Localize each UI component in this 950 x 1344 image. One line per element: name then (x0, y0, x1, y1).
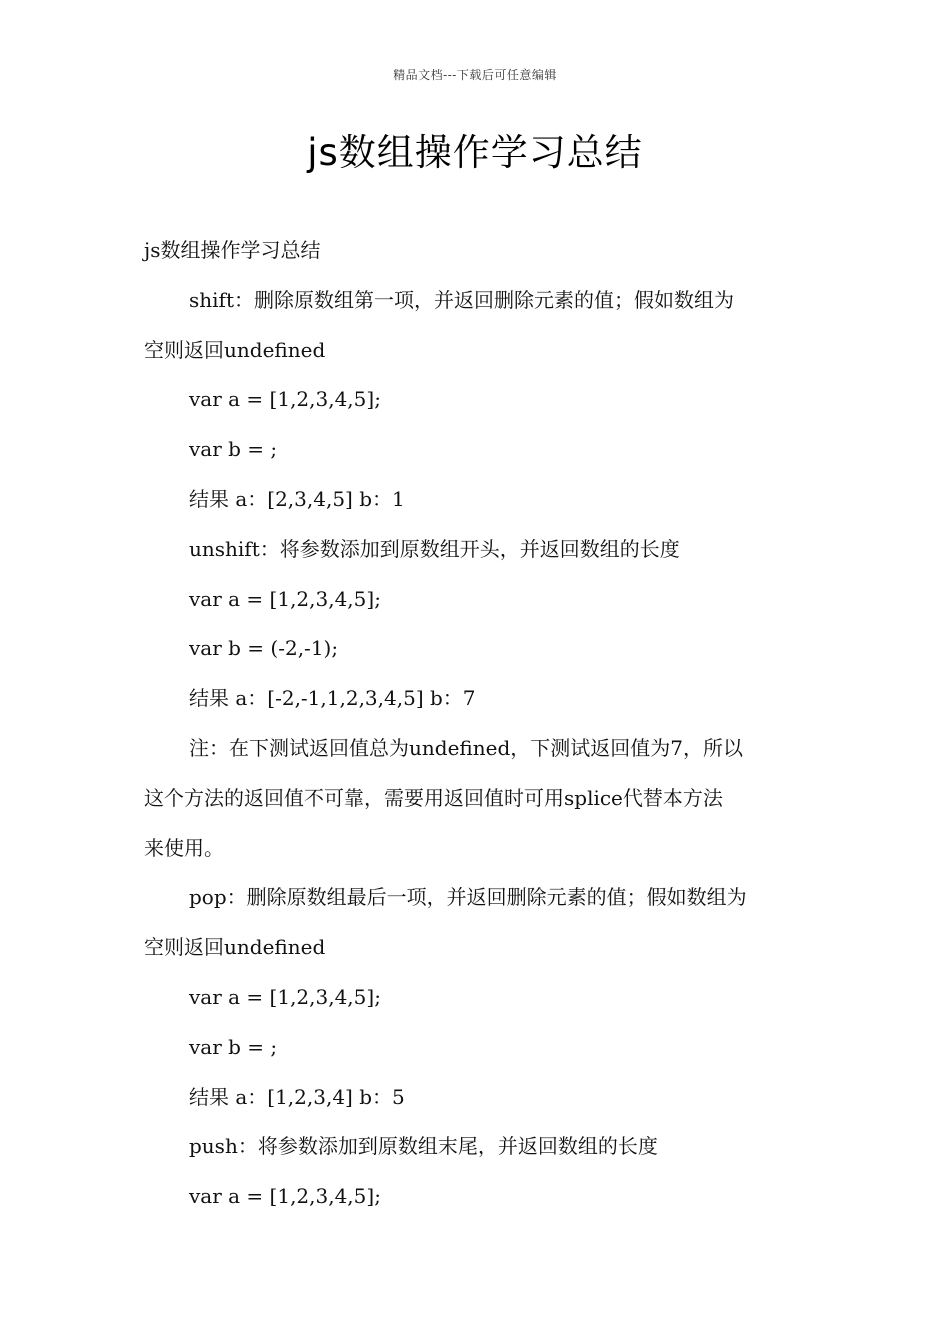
text-line: push：将参数添加到原数组末尾，并返回数组的长度 (189, 1134, 658, 1159)
text-line: 这个方法的返回值不可靠，需要用返回值时可用splice代替本方法 (144, 785, 723, 810)
text-line: js数组操作学习总结 (144, 238, 321, 262)
text-line: var b = (-2,-1); (189, 636, 339, 661)
text-line: var a = [1,2,3,4,5]; (189, 387, 381, 412)
document-body (144, 226, 810, 1222)
text-line: var b = ; (189, 1034, 278, 1059)
text-line: 来使用。 (144, 835, 224, 860)
header-note: 精品文档---下载后可任意编辑 (393, 68, 557, 82)
text-line: var a = [1,2,3,4,5]; (189, 586, 381, 611)
text-line: 空则返回undefined (144, 337, 326, 362)
text-line: 注：在下测试返回值总为undefined，下测试返回值为7，所以 (189, 735, 743, 760)
text-line: var a = [1,2,3,4,5]; (189, 984, 381, 1009)
text-line: unshift：将参数添加到原数组开头，并返回数组的长度 (189, 536, 680, 561)
text-line: 空则返回undefined (144, 935, 326, 960)
text-line: 结果 a：[2,3,4,5] b：1 (189, 486, 405, 511)
text-line: 结果 a：[1,2,3,4] b：5 (189, 1084, 405, 1109)
text-line: var a = [1,2,3,4,5]; (189, 1184, 381, 1209)
page-title: js数组操作学习总结 (307, 131, 643, 174)
text-line: shift：删除原数组第一项，并返回删除元素的值；假如数组为 (189, 287, 734, 312)
text-line: 结果 a：[-2,-1,1,2,3,4,5] b：7 (189, 686, 476, 711)
text-line: pop：删除原数组最后一项，并返回删除元素的值；假如数组为 (189, 885, 747, 910)
text-line: var b = ; (189, 437, 278, 462)
